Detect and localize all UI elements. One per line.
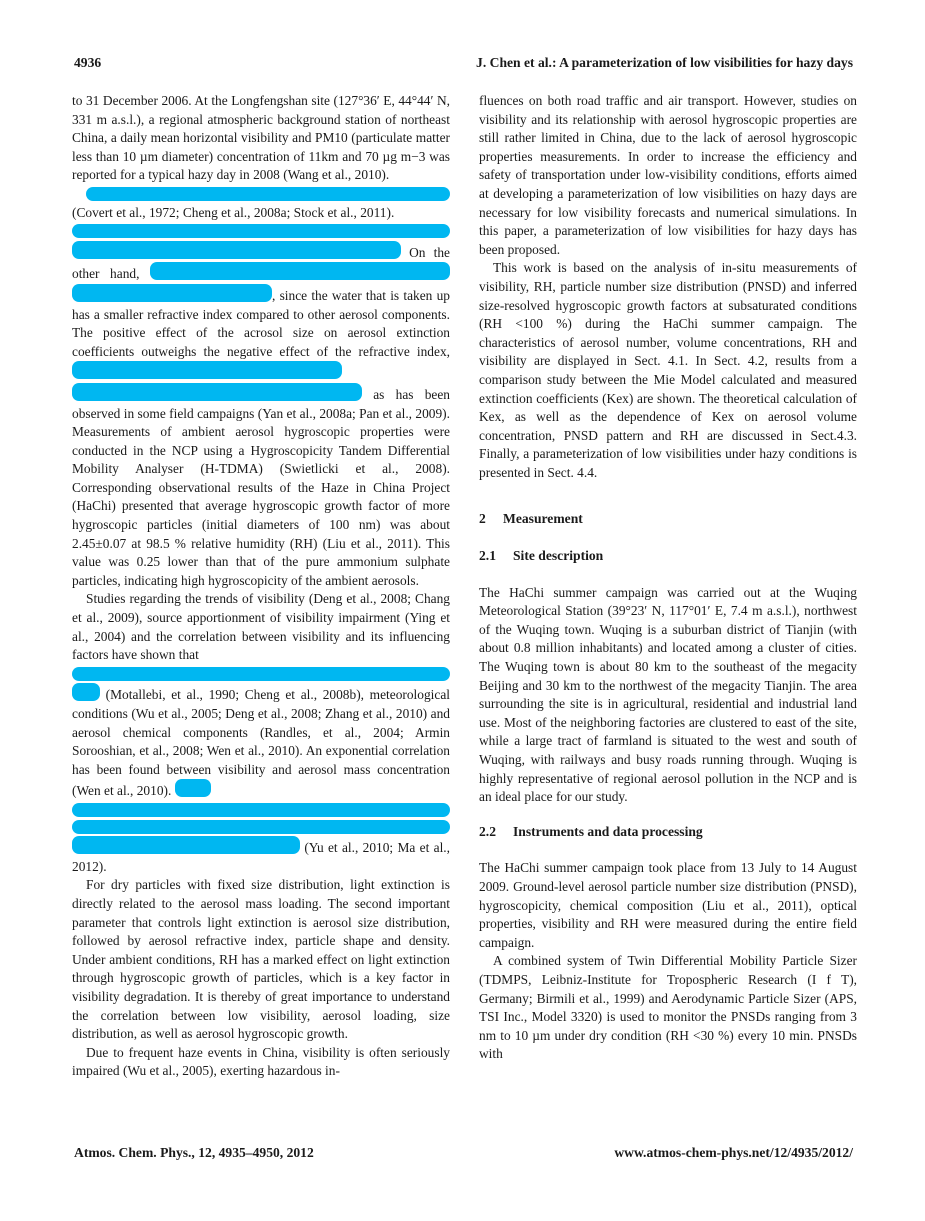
paragraph: Due to frequent haze events in China, visibility is often seriously impaired (Wu et al., 2005), exerting hazardous in-: [72, 1044, 450, 1079]
redaction-bar: [175, 779, 211, 797]
paragraph: The HaChi summer campaign was carried out at the Wuqing Meteorological Station (39°23′ N, 117°01′ E, 7.4 m a.s.l.), northwest of the Wuqing town. Wuqing is a suburban district of Tianjin (with about 0.8 million inhabitants) and located among a cluster of cities. The Wuqing town is about 80 km to the southeast of the megacity Beijing and 30 km to the northwest of the megacity Tianjin. The area surrounding the site is in agricultural, residential and industrial land use. Most of the neighboring factories are clustered to east of the site, while a large tract of farmland is situated to the west and south of Wuqing, with railways and busy roads running through. Wuqing is highly representative of regional aerosol pollution in the NCP and is an ideal place for our study.: [479, 584, 857, 805]
redaction-bar: [72, 284, 272, 302]
section-title: Measurement: [503, 511, 583, 527]
redaction-bar: [86, 187, 450, 201]
citation: (Yu et al., 2010; Ma et al., 2012).: [72, 840, 450, 874]
text-fragment: On the: [409, 244, 450, 260]
redaction-bar: [72, 241, 401, 259]
page-number: 4936: [74, 55, 102, 70]
text-fragment: observed in some field campaigns (Yan et al., 2008a; Pan et al., 2009). Measurements of ambient aerosol hygroscopic properties were conducted in the NCP using a Hygroscopicity Tandem Differential Mobility Analyser (H-TDMA) (Swietlicki et al., 2008). Corresponding observational results of the Haze in China Project (HaChi) presented that average hygroscopic growth factor of more hygroscopic particles (initial diameters of 100 nm) was about 2.45±0.07 at 98.5 % relative humidity (RH) (Liu et al., 2011). This value was 0.25 lower than that of the pure ammonium sulphate particles, indicating high hygroscopicity of the ambient aerosols.: [72, 405, 450, 588]
text-fragment: other hand,: [72, 266, 140, 282]
section-title: Site description: [513, 548, 604, 564]
redaction-bar: [72, 667, 450, 681]
running-title: J. Chen et al.: A parameterization of low visibilities for hazy days: [476, 55, 853, 70]
paragraph: [72, 590, 450, 876]
redaction-bar: [72, 361, 342, 379]
paragraph: The HaChi summer campaign took place from 13 July to 14 August 2009. Ground-level aerosol particle number size distribution (PNSD), hygroscopicity, chemical composition (Liu et al., 2011), optical properties, visibility and RH were measured during the entire field campaign.: [479, 860, 857, 950]
redaction-bar: [72, 836, 300, 854]
text-fragment: , since the water that is taken up has a smaller refractive index compared to other aerosol components. The positive effect of the acrosol size on aerosol extinction coefficients outweighs the negative effect of the refractive index,: [72, 287, 450, 359]
redaction-bar: [72, 820, 450, 834]
right-column: [479, 92, 857, 1064]
text-fragment: Studies regarding the trends of visibility (Deng et al., 2008; Chang et al., 2009), source apportionment of visibility impairment (Ying et al., 2004) and the correlation between visibility and its influencing factors have shown that: [72, 591, 450, 663]
section-heading: [479, 510, 857, 529]
subsection-heading: [479, 823, 857, 842]
left-column: [72, 92, 450, 1081]
journal-citation: Atmos. Chem. Phys., 12, 4935–4950, 2012: [74, 1145, 314, 1160]
section-number: 2.2: [479, 823, 496, 839]
paragraph: A combined system of Twin Differential Mobility Particle Sizer (TDMPS, Leibniz-Institute for Tropospheric Research (I f T), Germany; Birmili et al., 1999) and Aerodynamic Particle Sizer (APS, TSI Inc., Model 3320) is used to monitor the PNSDs ranging from 3 nm to 10 µm under dry condition (RH <30 %) every 10 min. PNSDs with: [479, 953, 857, 1062]
subsection-heading: [479, 547, 857, 566]
redaction-bar: [72, 224, 450, 238]
redaction-bar: [72, 683, 100, 701]
text-fragment: as has been: [373, 386, 450, 402]
paragraph: fluences on both road traffic and air transport. However, studies on visibility and its relationship with aerosol hygroscopic properties are still rather limited in China, due to the lack of aerosol hygroscopic properties measurements. In order to increase the efficiency and safety of transportation under low-visibility conditions, efforts aimed at developing a parameterization of low visibilities on hazy days are necessary for low visibility forecasts and numerical simulations. In this paper, a parameterization of low visibilities for hazy days has been proposed.: [479, 93, 857, 257]
paragraph: [72, 187, 450, 590]
citation: (Covert et al., 1972; Cheng et al., 2008a; Stock et al., 2011).: [72, 204, 395, 220]
paragraph: This work is based on the analysis of in-situ measurements of visibility, RH, particle number size distribution (PNSD) and inferred size-resolved hygroscopic growth factors at subsaturated conditions (RH <100 %) during the HaChi summer campaign. The characteristics of aerosol number, volume concentrations, RH and visibility are displayed in Sect. 4.1. In Sect. 4.2, results from a comparison study between the Mie Model calculated and measured extinction coefficients (Kex) are shown. The theoretical calculation of Kex, as well as the dependence of Kex on aerosol volume concentration, PNSD pattern and RH are discussed in Sect.4.3. Finally, a parameterization of low visibilities under hazy conditions is presented in Sect. 4.4.: [479, 260, 857, 480]
section-number: 2.1: [479, 548, 496, 564]
journal-url: www.atmos-chem-phys.net/12/4935/2012/: [614, 1145, 853, 1160]
redaction-bar: [150, 262, 450, 280]
redaction-bar: [72, 803, 450, 817]
section-number: 2: [479, 511, 486, 527]
paragraph: For dry particles with fixed size distribution, light extinction is directly related to the aerosol mass loading. The second important parameter that controls light extinction is aerosol size distribution, followed by aerosol refractive index, particle shape and density. Under ambient conditions, RH has a marked effect on light extinction through hygroscopic growth of particles, which is a key factor in visibility degradation. It is thereby of great importance to understand the correlation between low visibility, aerosol loading, size distribution, as well as aerosol hygroscopic growth.: [72, 877, 450, 1042]
redaction-bar: [72, 383, 362, 401]
text-fragment: (Motallebi, et al., 1990; Cheng et al., 2008b), meteorological conditions (Wu et al., 2005; Deng et al., 2008; Zhang et al., 2010) and aerosol chemical components (Randles, et al., 2004; Armin Sorooshian, et al., 2008; Wen et al., 2010). An exponential correlation has been found between visibility and aerosol mass concentration (Wen et al., 2010).: [72, 687, 450, 799]
paragraph: to 31 December 2006. At the Longfengshan site (127°36′ E, 44°44′ N, 331 m a.s.l.), a regional atmospheric background station of northeast China, a daily mean horizontal visibility and PM10 (particulate matter less than 10 µm diameter) concentration of 11km and 70 µg m−3 was reported for a typical hazy day in 2008 (Wang et al., 2010).: [72, 93, 450, 183]
section-title: Instruments and data processing: [513, 823, 703, 839]
